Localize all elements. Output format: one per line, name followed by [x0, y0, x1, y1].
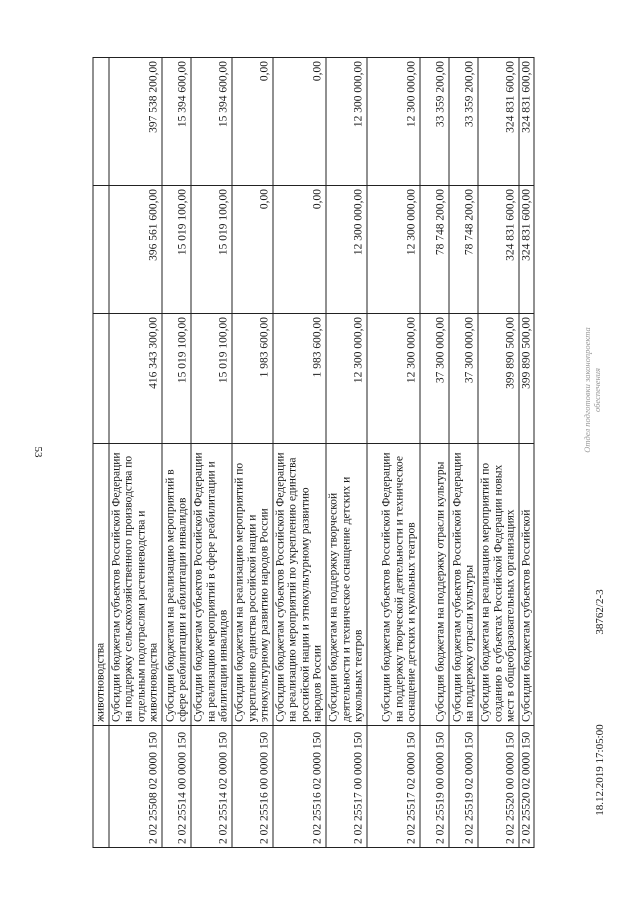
- page-number: 53: [32, 446, 44, 458]
- value-year-2: 78 748 200,00: [420, 185, 449, 313]
- value-year-1: 1 983 600,00: [273, 313, 326, 443]
- budget-code: 2 02 25514 00 0000 150: [162, 725, 191, 847]
- value-year-2: 324 831 600,00: [519, 185, 535, 313]
- value-year-3: 33 359 200,00: [449, 57, 478, 185]
- table-row: [420, 57, 449, 847]
- value-year-1: 12 300 000,00: [367, 313, 420, 443]
- budget-code: 2 02 25520 02 0000 150: [519, 725, 535, 847]
- value-year-1: 12 300 000,00: [326, 313, 367, 443]
- value-year-1: 1 983 600,00: [232, 313, 273, 443]
- value-year-2: 0,00: [232, 185, 273, 313]
- value-year-2: 12 300 000,00: [326, 185, 367, 313]
- table-row: [273, 57, 326, 847]
- row-description: Субсидии бюджетам субъектов Российской Федерации на поддержку сельскохозяйственного производства по отдельным подотраслям растениеводства и животноводства: [109, 443, 162, 725]
- budget-code: 2 02 25516 02 0000 150: [273, 725, 326, 847]
- value-year-3: 12 300 000,00: [367, 57, 420, 185]
- value-year-1: 416 343 300,00: [109, 313, 162, 443]
- registration-stamp: [582, 327, 602, 453]
- value-year-2: 15 019 100,00: [162, 185, 191, 313]
- budget-table-container: [93, 58, 548, 848]
- value-year-3: 324 831 600,00: [519, 57, 535, 185]
- value-year-1: 399 890 500,00: [478, 313, 519, 443]
- table-row: [162, 57, 191, 847]
- row-description: Субсидии бюджетам субъектов Российской Федерации на реализацию мероприятий в сфере реабилитации и абилитации инвалидов: [191, 443, 232, 725]
- value-year-3: 15 394 600,00: [162, 57, 191, 185]
- stamp-line-1: Отдел подготовки законопроекта: [582, 327, 592, 453]
- budget-code: 2 02 25519 00 0000 150: [420, 725, 449, 847]
- row-description: Субсидии бюджетам субъектов Российской Федерации на поддержку отрасли культуры: [449, 443, 478, 725]
- table-row: [326, 57, 367, 847]
- value-year-2: 15 019 100,00: [191, 185, 232, 313]
- value-year-3: 15 394 600,00: [191, 57, 232, 185]
- budget-code: [93, 725, 109, 847]
- row-description: Субсидии бюджетам на реализацию мероприятий по укреплению единства российской нации и этнокультурному развитию народов России: [232, 443, 273, 725]
- budget-table: [93, 57, 535, 848]
- row-description: Субсидия бюджетам на поддержку отрасли культуры: [420, 443, 449, 725]
- row-description: Субсидии бюджетам субъектов Российской Федерации на поддержку творческой деятельности и техническое оснащение детских и кукольных театров: [367, 443, 420, 725]
- table-row: [232, 57, 273, 847]
- table-row: [519, 57, 535, 847]
- value-year-1: [93, 313, 109, 443]
- budget-code: 2 02 25520 00 0000 150: [478, 725, 519, 847]
- value-year-1: 37 300 000,00: [449, 313, 478, 443]
- table-row: [109, 57, 162, 847]
- value-year-3: 33 359 200,00: [420, 57, 449, 185]
- value-year-3: 12 300 000,00: [326, 57, 367, 185]
- value-year-1: 15 019 100,00: [162, 313, 191, 443]
- value-year-3: 0,00: [273, 57, 326, 185]
- table-row: [367, 57, 420, 847]
- table-row: [93, 57, 109, 847]
- footer-doc-id: 38762/2-3: [594, 589, 606, 635]
- value-year-2: 324 831 600,00: [478, 185, 519, 313]
- budget-code: 2 02 25517 00 0000 150: [326, 725, 367, 847]
- value-year-3: 324 831 600,00: [478, 57, 519, 185]
- value-year-1: 37 300 000,00: [420, 313, 449, 443]
- value-year-2: [93, 185, 109, 313]
- value-year-3: 0,00: [232, 57, 273, 185]
- value-year-1: 15 019 100,00: [191, 313, 232, 443]
- row-description: Субсидии бюджетам на реализацию мероприятий по созданию в субъектах Российской Федерации новых мест в общеобразовательных организациях: [478, 443, 519, 725]
- row-description: животноводства: [93, 443, 109, 725]
- table-row: [191, 57, 232, 847]
- budget-code: 2 02 25516 00 0000 150: [232, 725, 273, 847]
- table-row: [478, 57, 519, 847]
- value-year-2: 396 561 600,00: [109, 185, 162, 313]
- row-description: Субсидии бюджетам субъектов Российской: [519, 443, 535, 725]
- row-description: Субсидии бюджетам на реализацию мероприятий в сфере реабилитации и абилитации инвалидов: [162, 443, 191, 725]
- row-description: Субсидии бюджетам субъектов Российской Федерации на реализацию мероприятий по укреплению единства российской нации и этнокультурному развитию народов России: [273, 443, 326, 725]
- row-description: Субсидии бюджетам на поддержку творческой деятельности и техническое оснащение детских и кукольных театров: [326, 443, 367, 725]
- value-year-2: 0,00: [273, 185, 326, 313]
- budget-code: 2 02 25514 02 0000 150: [191, 725, 232, 847]
- footer-datetime: 18.12.2019 17:05:00: [594, 724, 606, 816]
- stamp-line-2: обеспечения: [592, 367, 602, 413]
- value-year-3: [93, 57, 109, 185]
- value-year-3: 397 538 200,00: [109, 57, 162, 185]
- table-row: [449, 57, 478, 847]
- budget-code: 2 02 25517 02 0000 150: [367, 725, 420, 847]
- value-year-2: 12 300 000,00: [367, 185, 420, 313]
- value-year-2: 78 748 200,00: [449, 185, 478, 313]
- budget-code: 2 02 25519 02 0000 150: [449, 725, 478, 847]
- budget-code: 2 02 25508 02 0000 150: [109, 725, 162, 847]
- value-year-1: 399 890 500,00: [519, 313, 535, 443]
